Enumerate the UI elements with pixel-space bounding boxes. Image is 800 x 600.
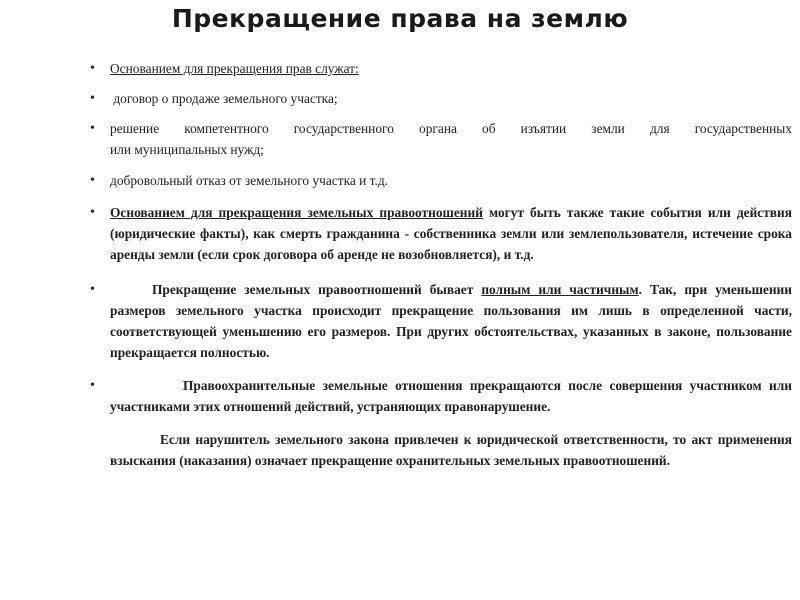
- bullet-icon: •: [90, 91, 95, 106]
- list-item-text: Прекращение земельных правоотношений бывает: [152, 282, 482, 297]
- list-item-text: договор о продаже земельного участка;: [110, 91, 338, 106]
- grounds-heading: Основанием для прекращения прав служат:: [110, 61, 359, 76]
- legal-relations-heading: Основанием для прекращения земельных правоотношений: [110, 205, 483, 220]
- list-item: [90, 88, 792, 109]
- list-item: [90, 170, 792, 191]
- bullet-icon: •: [90, 205, 95, 220]
- list-item: [90, 202, 792, 265]
- bullet-icon: •: [90, 282, 95, 297]
- list-item: [90, 279, 792, 363]
- list-item-text: добровольный отказ от земельного участка и т.д.: [110, 173, 389, 188]
- list-item-text-line2: или муниципальных нужд;: [110, 142, 264, 157]
- list-item: [90, 375, 792, 417]
- page-title: Прекращение права на землю: [171, 4, 629, 33]
- list-item-text: . Так, при уменьшении размеров земельного участка происходит прекращение пользования им лишь в определенной части, соответствующей уменьшению его размеров. При других обстоятельствах, указанных в законе, пользование прекращается полностью.: [110, 282, 792, 360]
- list-item-text: Правоохранительные земельные отношения прекращаются после совершения участником или участниками этих отношений действий, устраняющих правонарушение.: [110, 378, 792, 414]
- bullet-icon: •: [90, 378, 95, 393]
- list-item: [90, 118, 792, 160]
- list-item-text-line1: решение компетентного государственного органа об изъятии земли для государственных: [110, 121, 792, 136]
- paragraph-text: Если нарушитель земельного закона привлечен к юридической ответственности, то акт применения взыскания (наказания) означает прекращение охранительных земельных правоотношений.: [110, 432, 792, 468]
- bullet-icon: •: [90, 173, 95, 188]
- paragraph: [90, 429, 792, 471]
- bullet-icon: •: [90, 121, 95, 136]
- list-item: [90, 58, 792, 79]
- bullet-icon: •: [90, 61, 95, 76]
- bullet-list: [90, 58, 792, 481]
- full-or-partial-emphasis: полным или частичным: [481, 282, 639, 297]
- list-item-text: могут быть также такие события или действия (юридические факты), как смерть гражданина - собственника земли или землепользователя, истечение срока аренды земли (если срок договора об аренде не возобновляется), и т.д.: [110, 205, 793, 262]
